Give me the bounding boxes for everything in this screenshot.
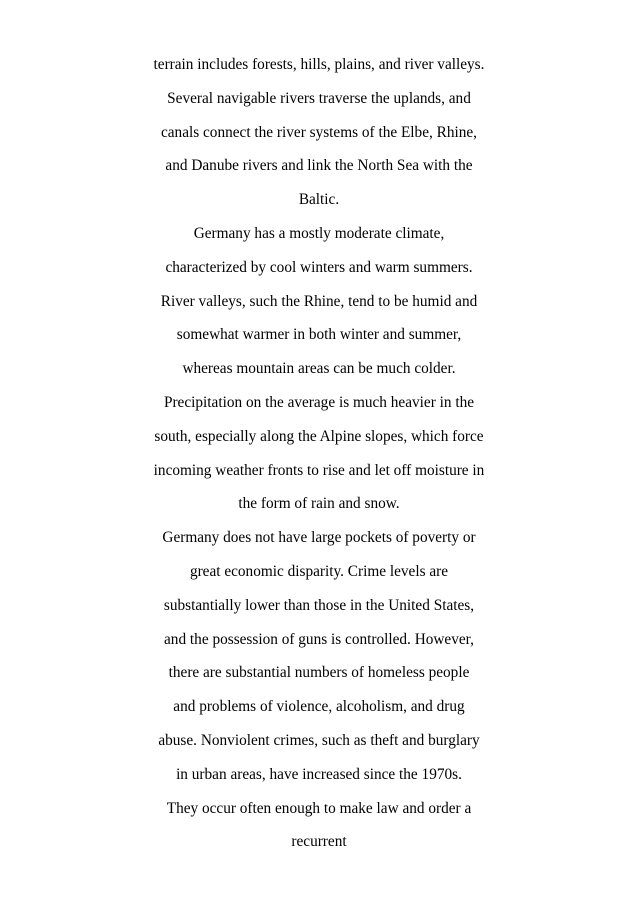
text-line: in urban areas, have increased since the 1970s. — [176, 765, 462, 783]
text-line: characterized by cool winters and warm summers. — [165, 258, 473, 276]
text-line: Baltic. — [298, 191, 340, 209]
text-line: incoming weather fronts to rise and let off moisture in — [153, 461, 485, 479]
text-line: canals connect the river systems of the Elbe, Rhine, — [160, 123, 478, 141]
text-line: Germany does not have large pockets of poverty or — [162, 529, 476, 547]
text-line: recurrent — [291, 833, 347, 851]
text-line: south, especially along the Alpine slopes, which force — [154, 427, 484, 445]
text-line: Germany has a mostly moderate climate, — [193, 224, 445, 242]
document-page — [0, 54, 638, 865]
text-line: and Danube rivers and link the North Sea with the — [165, 157, 473, 175]
text-line: great economic disparity. Crime levels are — [189, 562, 449, 580]
text-line: terrain includes forests, hills, plains, and river valleys. — [153, 56, 485, 73]
text-line: River valleys, such the Rhine, tend to be humid and — [160, 292, 478, 310]
text-line: somewhat warmer in both winter and summer, — [176, 326, 462, 344]
text-line: They occur often enough to make law and order a — [166, 799, 472, 817]
text-line: there are substantial numbers of homeless people — [168, 664, 470, 682]
text-line: whereas mountain areas can be much colder. — [182, 360, 456, 378]
text-line: Several navigable rivers traverse the uplands, and — [167, 89, 471, 107]
text-line: the form of rain and snow. — [238, 495, 400, 513]
text-line: substantially lower than those in the United States, — [163, 596, 475, 614]
text-line: and problems of violence, alcoholism, and drug — [173, 698, 465, 716]
text-line: and the possession of guns is controlled. However, — [164, 630, 474, 648]
text-line: Precipitation on the average is much heavier in the — [163, 393, 475, 411]
text-line: abuse. Nonviolent crimes, such as theft and burglary — [158, 731, 480, 749]
